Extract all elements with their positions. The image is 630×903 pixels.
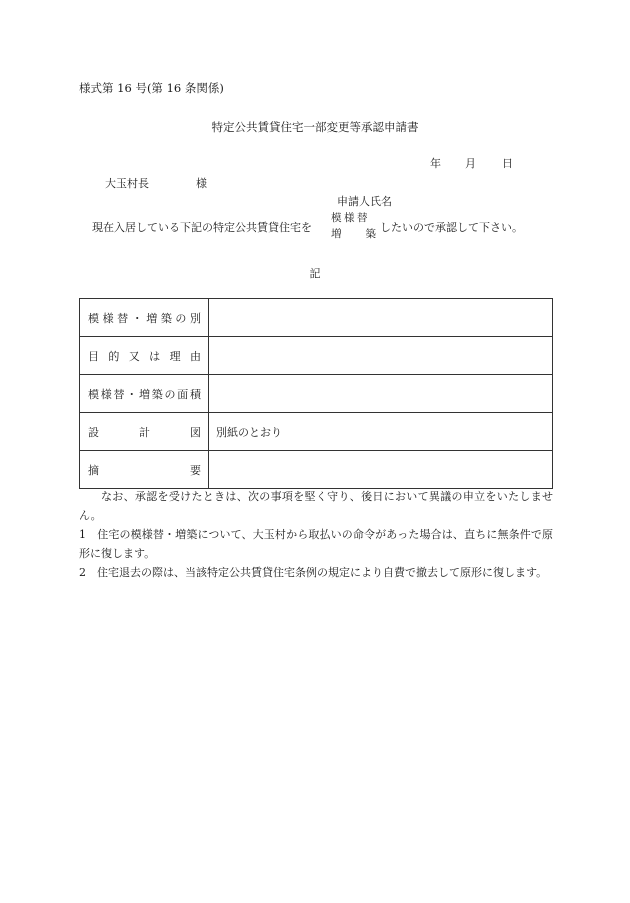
table-row-value[interactable] xyxy=(209,451,553,489)
table-row-value[interactable] xyxy=(209,299,553,337)
option-extension-char1: 増 xyxy=(331,228,342,240)
option-extension-char2: 築 xyxy=(365,228,376,240)
applicant-name-label: 申請人氏名 xyxy=(337,195,392,208)
table-row xyxy=(80,451,553,489)
ki-heading: 記 xyxy=(309,267,321,280)
addressee-honorific: 様 xyxy=(196,177,207,190)
addressee-name: 大玉村長 xyxy=(105,177,149,190)
table-row-label-text: 摘 要 xyxy=(88,463,201,477)
request-text-suffix: したいので承認して下さい。 xyxy=(380,221,523,234)
table-row-label-text: 模 様 替 ・ 増 築 の 別 xyxy=(88,311,201,325)
table-row-label xyxy=(80,299,209,337)
table-row-label xyxy=(80,375,209,413)
option-remodel: 模様替 xyxy=(331,212,370,224)
option-extension xyxy=(331,226,376,241)
table-row-label xyxy=(80,451,209,489)
table-row-label xyxy=(80,337,209,375)
table-row xyxy=(80,413,553,451)
table-row-value[interactable] xyxy=(209,337,553,375)
table-row-value[interactable]: 別紙のとおり xyxy=(209,413,553,451)
document-title: 特定公共賃貸住宅一部変更等承認申請書 xyxy=(211,120,419,134)
table-row xyxy=(80,375,553,413)
table-row-label-text: 模 様 替 ・ 増 築 の 面 積 xyxy=(88,387,201,401)
table-row xyxy=(80,299,553,337)
table-row-value[interactable] xyxy=(209,375,553,413)
application-table xyxy=(79,298,553,489)
form-number: 様式第 16 号(第 16 条関係) xyxy=(79,81,224,95)
date-year-label: 年 xyxy=(430,157,441,170)
table-row-label-text: 設 計 図 xyxy=(88,425,201,439)
note-intro: なお、承認を受けたときは、次の事項を堅く守り、後日において異議の申立をいたしません。 xyxy=(79,490,553,522)
table-row xyxy=(80,337,553,375)
note-item-2: 2 住宅退去の際は、当該特定公共賃貸住宅条例の規定により自費で撤去して原形に復します。 xyxy=(79,566,548,579)
table-row-label-text: 目 的 又 は 理 由 xyxy=(88,349,201,363)
date-day-label: 日 xyxy=(502,157,513,170)
table-row-label xyxy=(80,413,209,451)
request-text-prefix: 現在入居している下記の特定公共賃貸住宅を xyxy=(92,221,312,234)
note-item-1: 1 住宅の模様替・増築について、大玉村から取払いの命令があった場合は、直ちに無条件で原形に復します。 xyxy=(79,528,553,560)
date-month-label: 月 xyxy=(465,157,476,170)
